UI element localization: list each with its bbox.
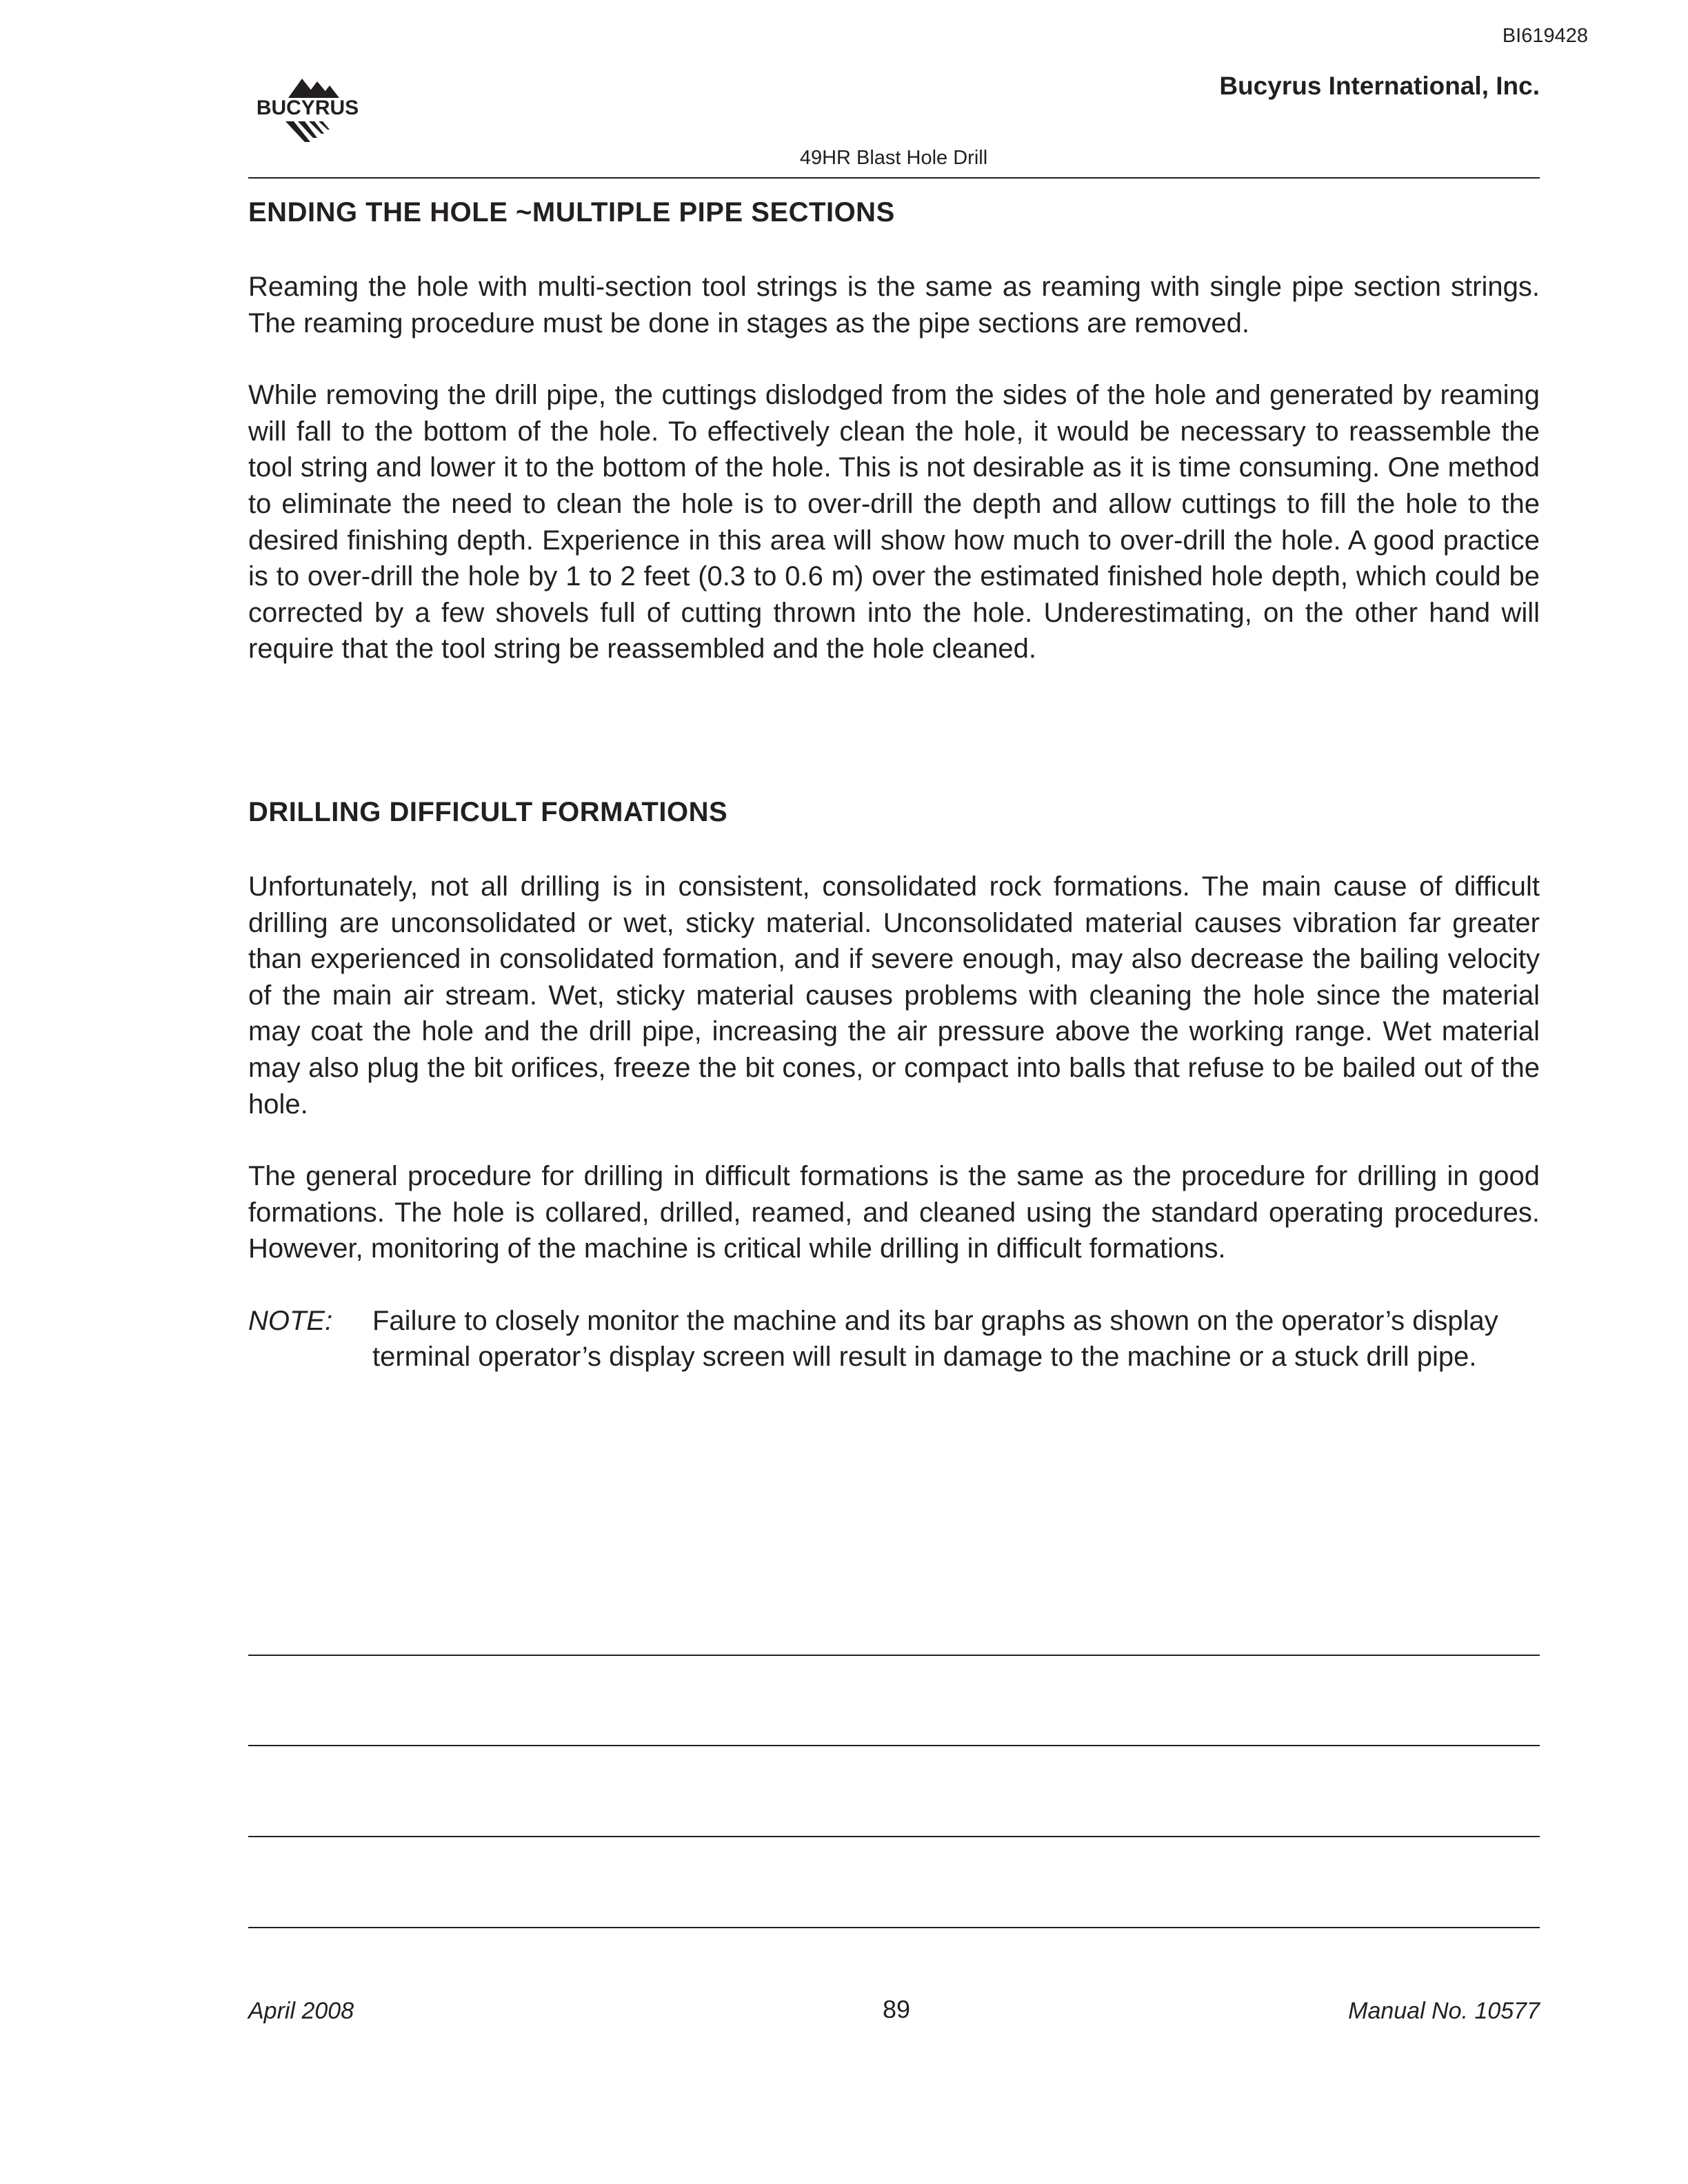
paragraph: Unfortunately, not all drilling is in consistent, consolidated rock formations. The main cause of difficult drilling are unconsolidated or wet, sticky material. Unconsolidated material causes vibration far greater than experienced in consolidated formation, and if severe enough, may also decrease the bailing velocity of the main air stream. Wet, sticky material causes problems with cleaning the hole since the material may coat the hole and the drill pipe, increasing the air pressure above the working range. Wet material may also plug the bit orifices, freeze the bit cones, or compact into balls that refuse to be bailed out of the hole. — [248, 871, 1540, 1120]
manual-subtitle: 49HR Blast Hole Drill — [799, 147, 988, 169]
document-id: BI619428 — [1502, 25, 1588, 47]
notes-line — [248, 1927, 1540, 1928]
manual-number: Manual No. 10577 — [1348, 1998, 1540, 2024]
paragraph: The general procedure for drilling in difficult formations is the same as the procedure for drilling in good formations. The hole is collared, drilled, reamed, and cleaned using the standard operating procedures. However, monitoring of the machine is critical while drilling in difficult formations. — [248, 1161, 1540, 1264]
section-heading-ending-hole: ENDING THE HOLE ~MULTIPLE PIPE SECTIONS — [248, 197, 895, 228]
notes-line — [248, 1655, 1540, 1656]
page-number: 89 — [882, 1995, 911, 2023]
footer-date: April 2008 — [248, 1998, 354, 2024]
note-text: Failure to closely monitor the machine and its bar graphs as shown on the operator’s display terminal operator’s display screen will result in damage to the machine or a stuck drill pipe. — [372, 1305, 1498, 1373]
note-block — [248, 1303, 1540, 1375]
paragraph: Reaming the hole with multi-section tool strings is the same as reaming with single pipe section strings. The reaming procedure must be done in stages as the pipe sections are removed. — [248, 272, 1540, 338]
notes-line — [248, 1745, 1540, 1746]
notes-line — [248, 1836, 1540, 1837]
bucyrus-logo — [245, 70, 370, 152]
header-rule — [248, 177, 1540, 179]
section-heading-difficult-formations: DRILLING DIFFICULT FORMATIONS — [248, 796, 728, 827]
company-name: Bucyrus International, Inc. — [1219, 72, 1540, 100]
page-content — [248, 192, 1540, 1375]
logo-text: BUCYRUS — [256, 97, 359, 119]
paragraph: While removing the drill pipe, the cuttings dislodged from the sides of the hole and generated by reaming will fall to the bottom of the hole. To effectively clean the hole, it would be necessary to reassemble the tool string and lower it to the bottom of the hole. This is not desirable as it is time consuming. One method to eliminate the need to clean the hole is to over-drill the depth and allow cuttings to fill the hole to the desired finishing depth. Experience in this area will show how much to over-drill the hole. A good practice is to over-drill the hole by 1 to 2 feet (0.3 to 0.6 m) over the estimated finished hole depth, which could be corrected by a few shovels full of cutting thrown into the hole. Underestimating, on the other hand will require that the tool string be reassembled and the hole cleaned. — [248, 380, 1540, 665]
note-label: NOTE: — [248, 1305, 333, 1336]
